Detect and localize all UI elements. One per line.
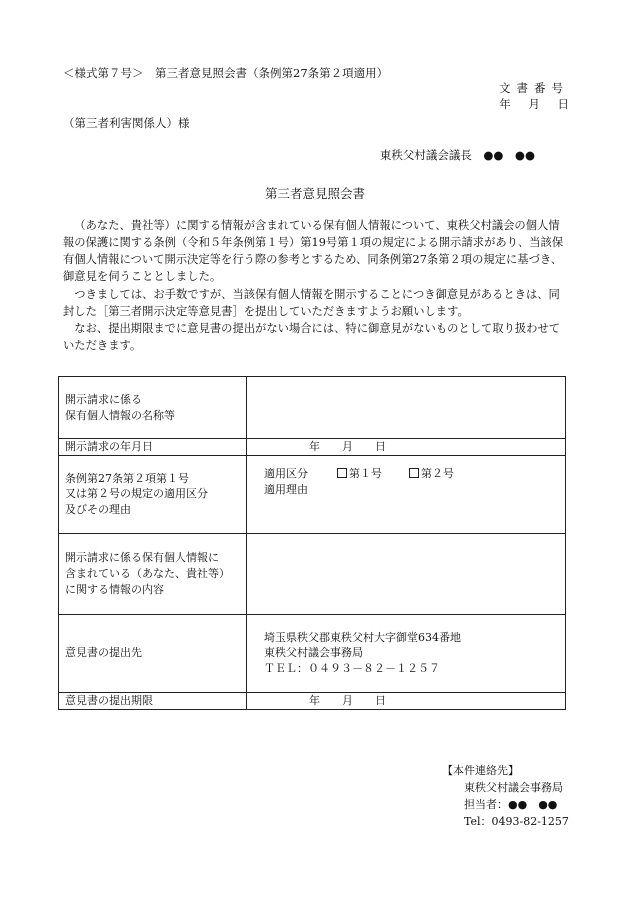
table-row (59, 455, 566, 533)
table-row (59, 533, 566, 614)
category-label-line2: 又は第２号の規定の適用区分 (65, 487, 208, 501)
category-label: 適用区分 (264, 466, 308, 480)
reason-label: 適用理由 (264, 482, 308, 496)
submission-office: 東秩父村議会事務局 (264, 646, 363, 660)
body-paragraph-1: （あなた、貴社等）に関する情報が含まれている保有個人情報について、東秩父村議会の個人情報の保護に関する条例（令和５年条例第１号）第19号第１項の規定による開示請求があり、当該保有個人情報について開示決定等を行う際の参考とするため、同条例第27条第２項の規定に基づき、御意見を伺うこととしました。 (63, 219, 564, 284)
category-label-line1: 条例第27条第２項第１号 (65, 471, 189, 485)
inquiry-table (58, 376, 566, 710)
document-number: 文書番号 (499, 81, 569, 95)
checkbox-icon[interactable] (409, 468, 419, 478)
request-info-value (247, 377, 566, 439)
table-row (59, 614, 566, 692)
submission-address-cell (247, 614, 566, 692)
contact-heading: 【本件連絡先】 (442, 764, 519, 777)
form-label: ＜様式第７号＞ 第三者意見照会書（条例第27条第２項適用） (63, 66, 389, 80)
option-1-label: 第１号 (349, 466, 382, 480)
info-content-label-line3: に関する情報の内容 (65, 582, 164, 596)
table-row (59, 439, 566, 456)
document-title: 第三者意見照会書 (264, 186, 365, 201)
contact-person: 担当者：●● ●● (464, 798, 558, 812)
table-row (59, 377, 566, 439)
deadline-value: 年 月 日 (247, 692, 566, 709)
body-text (63, 217, 568, 354)
submission-tel: ＴＥＬ：０４９３－８２－１２５７ (264, 662, 440, 676)
table-row (59, 692, 566, 709)
request-info-label-line1: 開示請求に係る (65, 392, 142, 406)
info-content-value (247, 533, 566, 614)
checkbox-icon[interactable] (337, 468, 347, 478)
contact-tel: Tel：0493-82-1257 (464, 815, 569, 829)
table-label-cell (59, 377, 247, 439)
category-label-line3: 及びその理由 (65, 503, 131, 517)
document-date: 年 月 日 (499, 97, 569, 111)
category-options (264, 466, 565, 482)
request-date-value: 年 月 日 (247, 439, 566, 456)
info-content-label-line1: 開示請求に係る保有個人情報に (65, 551, 219, 565)
recipient: （第三者利害関係人）様 (63, 116, 190, 130)
deadline-label: 意見書の提出期限 (59, 692, 247, 709)
contact-block (442, 762, 569, 830)
table-label-cell (59, 455, 247, 533)
option-2-label: 第２号 (421, 466, 454, 480)
request-date-label: 開示請求の年月日 (59, 439, 247, 456)
submission-address: 埼玉県秩父郡東秩父村大字御堂634番地 (264, 630, 461, 644)
contact-office: 東秩父村議会事務局 (464, 781, 563, 795)
category-value-cell (247, 455, 566, 533)
info-content-label-line2: 含まれている（あなた、貴社等） (65, 566, 230, 580)
sender: 東秩父村議会議長 ●● ●● (379, 148, 535, 162)
table-label-cell (59, 533, 247, 614)
body-paragraph-3: なお、提出期限までに意見書の提出がない場合には、特に御意見がないものとして取り扱わせていただきます。 (63, 321, 561, 353)
submission-address-label: 意見書の提出先 (59, 614, 247, 692)
body-paragraph-2: つきましては、お手数ですが、当該保有個人情報を開示することにつき御意見があるときは、同封した［第三者開示決定等意見書］を提出していただきますようお願いします。 (63, 287, 560, 318)
request-info-label-line2: 保有個人情報の名称等 (65, 408, 175, 422)
